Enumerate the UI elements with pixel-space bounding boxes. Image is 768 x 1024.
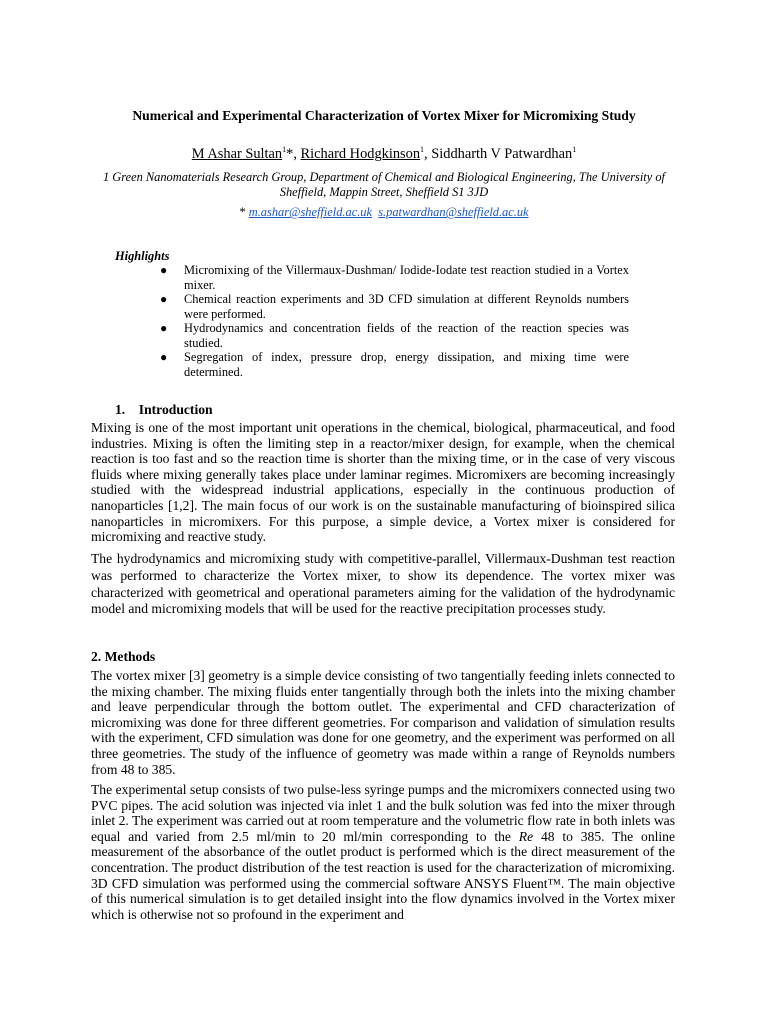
highlight-item (160, 292, 629, 321)
highlight-item (160, 350, 629, 379)
methods-p2-text: The experimental setup consists of two pulse-less syringe pumps and the micromixers connected using two PVC pipes. The acid solution was injected via inlet 1 and the bulk solution was fed into the mixer through inlet 2. The experiment was carried out at room temperature and the volumetric flow rate in both inlets was equal and varied from 2.5 ml/min to 20 ml/min corresponding to the (91, 782, 675, 844)
methods-paragraph-1: The vortex mixer [3] geometry is a simple device consisting of two tangentially feeding inlets connected to the mixing chamber. The mixing fluids enter tangentially through both the inlets into the mixing chamber and leave perpendicular through the bottom outlet. The experimental and CFD characterization of micromixing was done for three different geometries. For comparison and validation of simulation results with the experiment, CFD simulation was done for one geometry, and the experiment was performed on all three geometries. The study of the influence of geometry was made within a range of Reynolds numbers from 48 to 385. (91, 668, 675, 777)
author-affil-sup: 1 (420, 145, 425, 155)
email-link[interactable]: s.patwardhan@sheffield.ac.uk (378, 205, 529, 219)
highlight-text: Hydrodynamics and concentration fields of the reaction of the reaction species was studied. (184, 321, 629, 350)
email-line (0, 205, 768, 220)
highlight-item (160, 263, 629, 292)
intro-paragraph-1: Mixing is one of the most important unit operations in the chemical, biological, pharmaceutical, and food industries. Mixing is often the limiting step in a reactor/mixer design, for example, when the chemical reaction is too fast and so the reaction time is shorter than the mixing time, or in the case of very viscous fluids where mixing generally takes place under laminar regimes. Micromixers are becoming increasingly studied with the widespread industrial applications, especially in the continuous production of nanoparticles [1,2]. The main focus of our work is on the sustainable manufacturing of bioinspired silica nanoparticles in micromixers. For this purpose, a simple device, a Vortex mixer is considered for micromixing and reactive study. (91, 420, 675, 545)
bullet-icon: ● (160, 292, 168, 306)
author-name: Richard Hodgkinson (300, 146, 421, 162)
section-heading-methods: 2. Methods (91, 649, 156, 664)
author-affil-sup: 1 (282, 145, 287, 155)
author-affil-sup: 1 (572, 145, 577, 155)
email-prefix: * (239, 205, 246, 219)
bullet-icon: ● (160, 321, 168, 335)
email-link[interactable]: m.ashar@sheffield.ac.uk (248, 205, 373, 219)
corresponding-mark: * (286, 146, 294, 162)
bullet-icon: ● (160, 263, 168, 277)
methods-p2-text: 48 to 385. The online measurement of the absorbance of the outlet product is performed which is the direct measurement of the concentration. The product distribution of the test reaction is used for the characterization of micromixing. 3D CFD simulation was performed using the commercial software ANSYS Fluent™. The main objective of this numerical simulation is to get detailed insight into the flow dynamics involved in the Vortex mixer which is otherwise not so profound in the experiment and (91, 828, 675, 922)
highlight-text: Chemical reaction experiments and 3D CFD simulation at different Reynolds numbers were performed. (184, 292, 629, 321)
author-name: Siddharth V Patwardhan (431, 146, 573, 162)
paper-title: Numerical and Experimental Characterization of Vortex Mixer for Micromixing Study (132, 108, 636, 123)
author-line: M Ashar Sultan$^1$*, Richard Hodgkinson$^1$, Siddharth V Patwardhan$^1$ (191, 145, 577, 162)
section-number: 1. (115, 402, 126, 417)
author-name: M Ashar Sultan (191, 146, 283, 162)
highlight-text: Micromixing of the Villermaux-Dushman/ Iodide-Iodate test reaction studied in a Vortex mixer. (184, 263, 629, 292)
section-heading-introduction (115, 401, 213, 418)
highlight-text: Segregation of index, pressure drop, energy dissipation, and mixing time were determined. (184, 350, 629, 379)
bullet-icon: ● (160, 350, 168, 364)
affiliation: 1 Green Nanomaterials Research Group, Department of Chemical and Biological Engineering, The University of Sheffield, Mappin Street, Sheffield S1 3JD (103, 170, 665, 199)
methods-paragraph-2 (91, 782, 675, 922)
highlights-heading: Highlights (115, 249, 170, 263)
section-title: Introduction (138, 402, 213, 417)
highlights-list (160, 263, 629, 379)
reynolds-symbol: Re (518, 828, 534, 844)
intro-paragraph-2: The hydrodynamics and micromixing study with competitive-parallel, Villermaux-Dushman test reaction was performed to characterize the Vortex mixer, to show its dependence. The vortex mixer was characterized with geometrical and operational parameters aiming for the validation of the hydrodynamic model and micromixing models that will be used for the reactive precipitation processes study. (91, 551, 675, 617)
highlight-item (160, 321, 629, 350)
